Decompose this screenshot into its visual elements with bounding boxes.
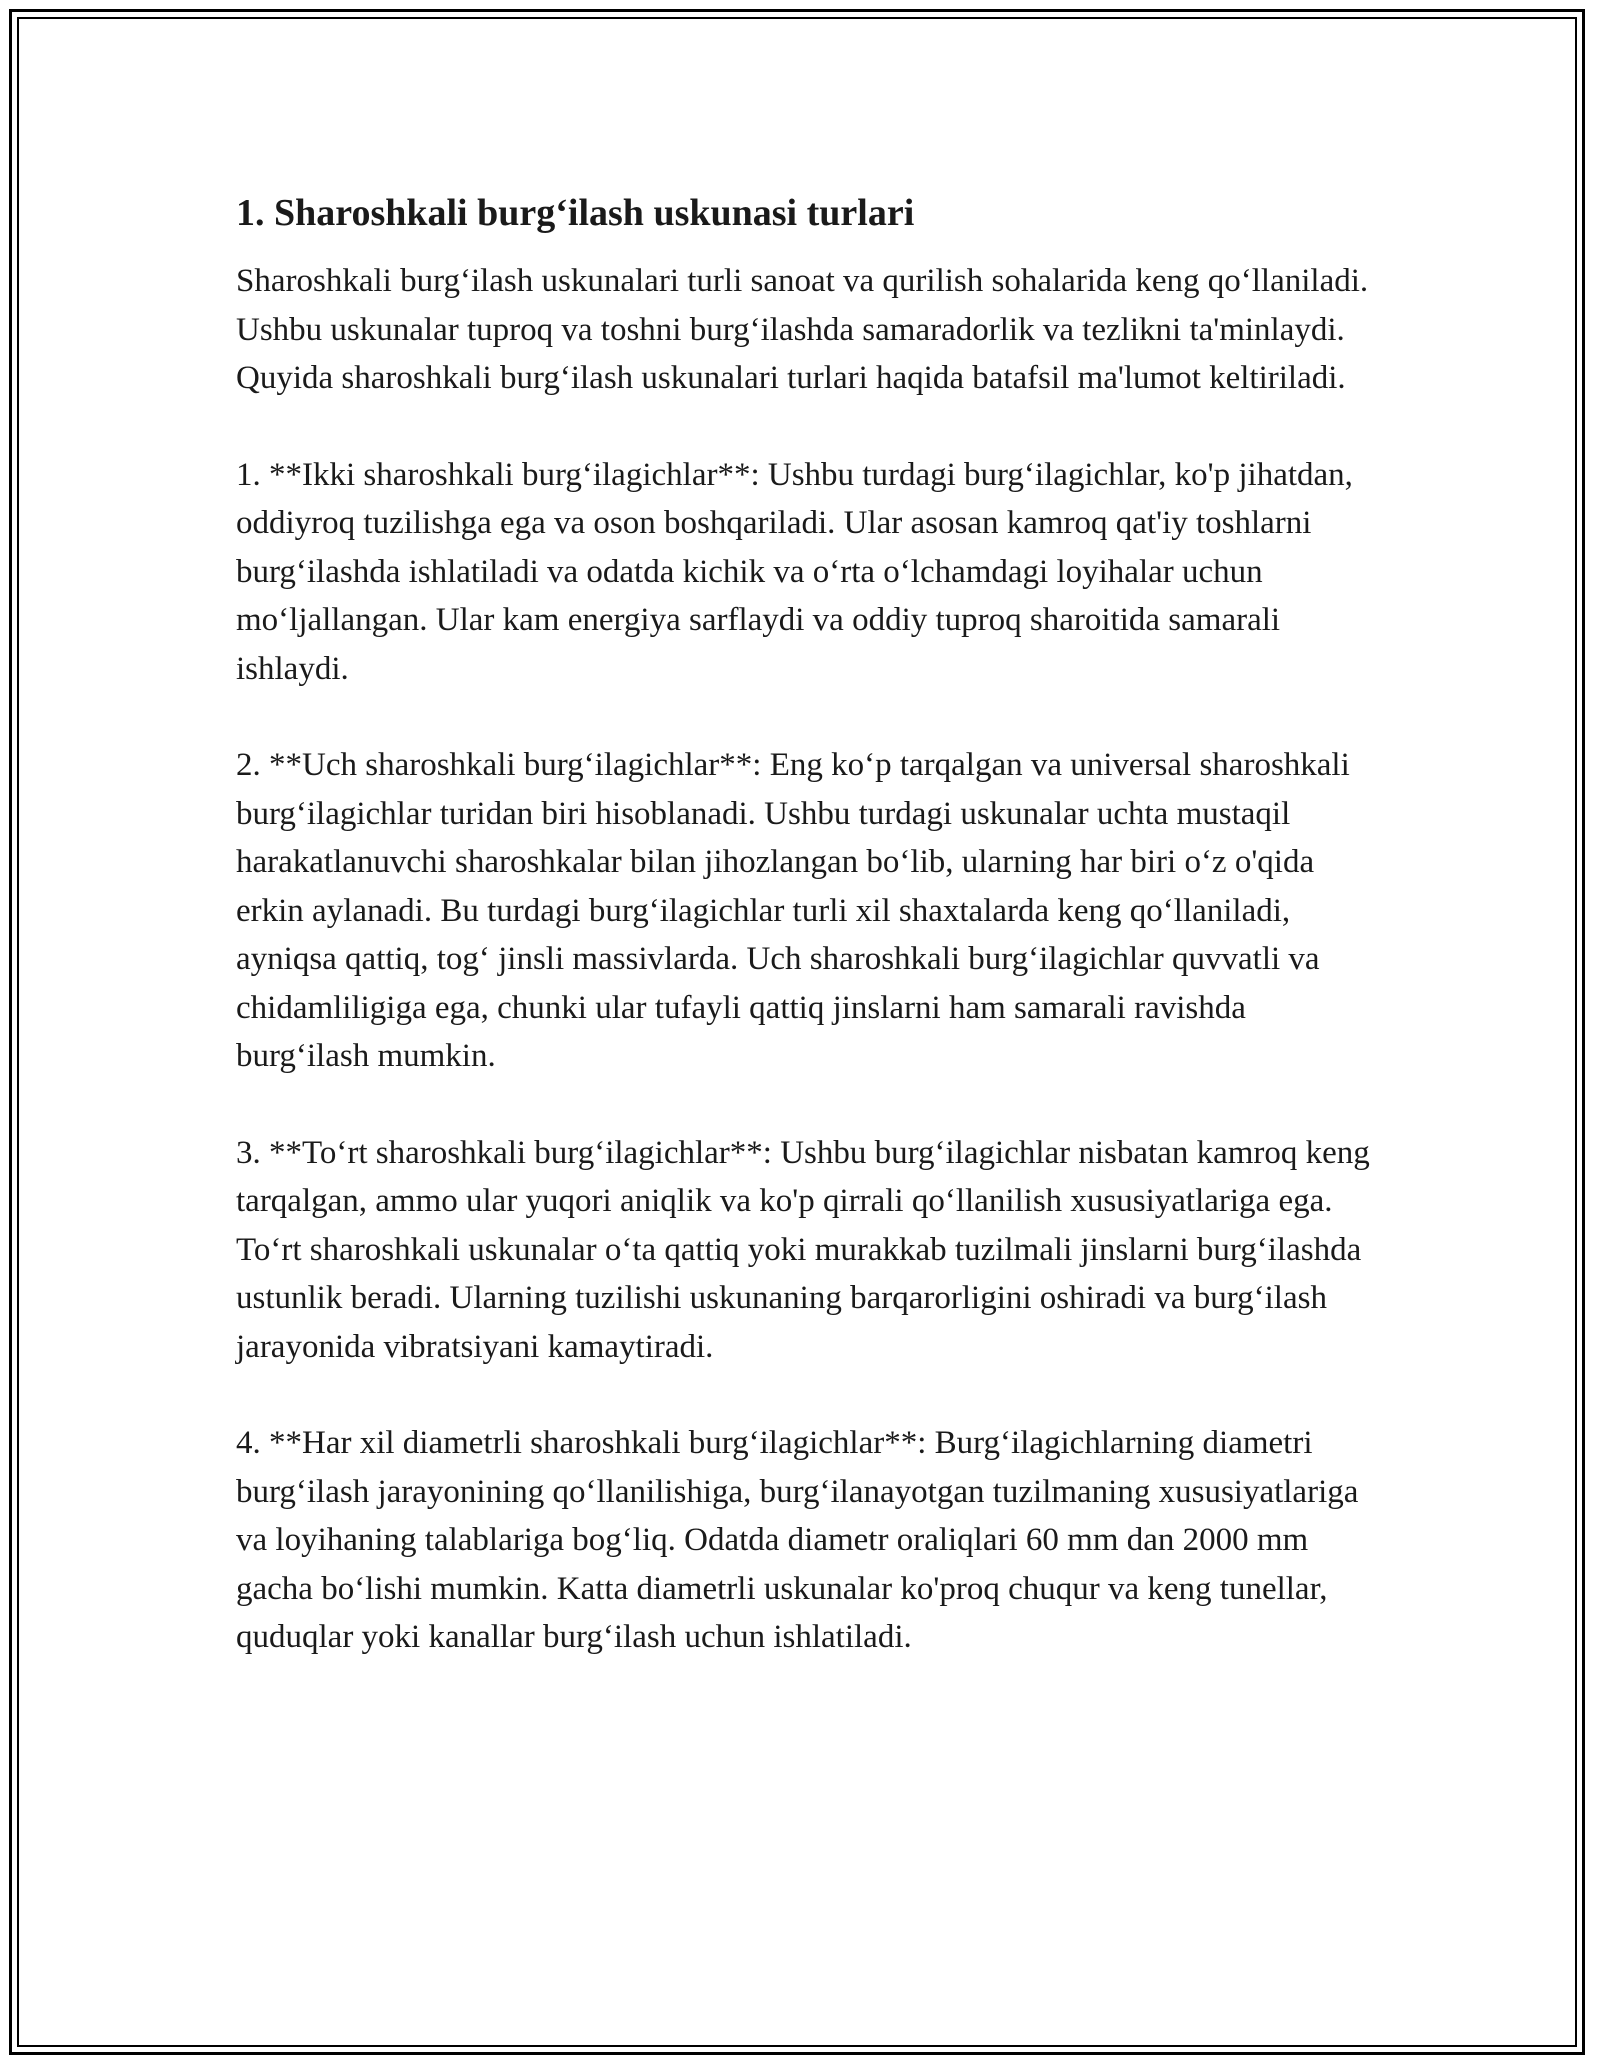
paragraph-four-cone-bits: 3. **To‘rt sharoshkali burg‘ilagichlar**: Ushbu burg‘ilagichlar nisbatan kamroq keng tarqalgan, ammo ular yuqori aniqlik va ko'p qirrali qo‘llanilish xususiyatlariga ega. To‘rt sharoshkali uskunalar o‘ta qattiq yoki murakkab tuzilmali jinslarni burg‘ilashda ustunlik beradi. Ularning tuzilishi uskunaning barqarorligini oshiradi va burg‘ilash jarayonida vibratsiyani kamaytiradi. — [236, 1134, 1370, 1365]
intro-paragraph: Sharoshkali burg‘ilash uskunalari turli sanoat va qurilish sohalarida keng qo‘llaniladi. Ushbu uskunalar tuproq va toshni burg‘ilashda samaradorlik va tezlikni ta'minlaydi. Quyida sharoshkali burg‘ilash uskunalari turlari haqida batafsil ma'lumot keltiriladi. — [236, 263, 1369, 397]
document-body — [236, 180, 1386, 1710]
paragraph-various-diameter-bits: 4. **Har xil diametrli sharoshkali burg‘ilagichlar**: Burg‘ilagichlarning diametri burg‘ilash jarayonining qo‘llanilishiga, burg‘ilanayotgan tuzilmaning xususiyatlariga va loyihaning talablariga bog‘liq. Odatda diametr oraliqlari 60 mm dan 2000 mm gacha bo‘lishi mumkin. Katta diametrli uskunalar ko'proq chuqur va keng tunellar, quduqlar yoki kanallar burg‘ilash uchun ishlatiladi. — [236, 1425, 1359, 1656]
paragraph-two-cone-bits: 1. **Ikki sharoshkali burg‘ilagichlar**: Ushbu turdagi burg‘ilagichlar, ko'p jihatdan, oddiyroq tuzilishga ega va oson boshqariladi. Ular asosan kamroq qat'iy toshlarni burg‘ilashda ishlatiladi va odatda kichik va o‘rta o‘lchamdagi loyihalar uchun mo‘ljallangan. Ular kam energiya sarflaydi va oddiy tuproq sharoitida samarali ishlaydi. — [236, 456, 1353, 687]
paragraph-three-cone-bits: 2. **Uch sharoshkali burg‘ilagichlar**: Eng ko‘p tarqalgan va universal sharoshkali burg‘ilagichlar turidan biri hisoblanadi. Ushbu turdagi uskunalar uchta mustaqil harakatlanuvchi sharoshkalar bilan jihozlangan bo‘lib, ularning har biri o‘z o'qida erkin aylanadi. Bu turdagi burg‘ilagichlar turli xil shaxtalarda keng qo‘llaniladi, ayniqsa qattiq, tog‘ jinsli massivlarda. Uch sharoshkali burg‘ilagichlar quvvatli va chidamliligiga ega, chunki ular tufayli qattiq jinslarni ham samarali ravishda burg‘ilash mumkin. — [236, 747, 1350, 1075]
document-title: 1. Sharoshkali burg‘ilash uskunasi turlari — [236, 192, 915, 234]
